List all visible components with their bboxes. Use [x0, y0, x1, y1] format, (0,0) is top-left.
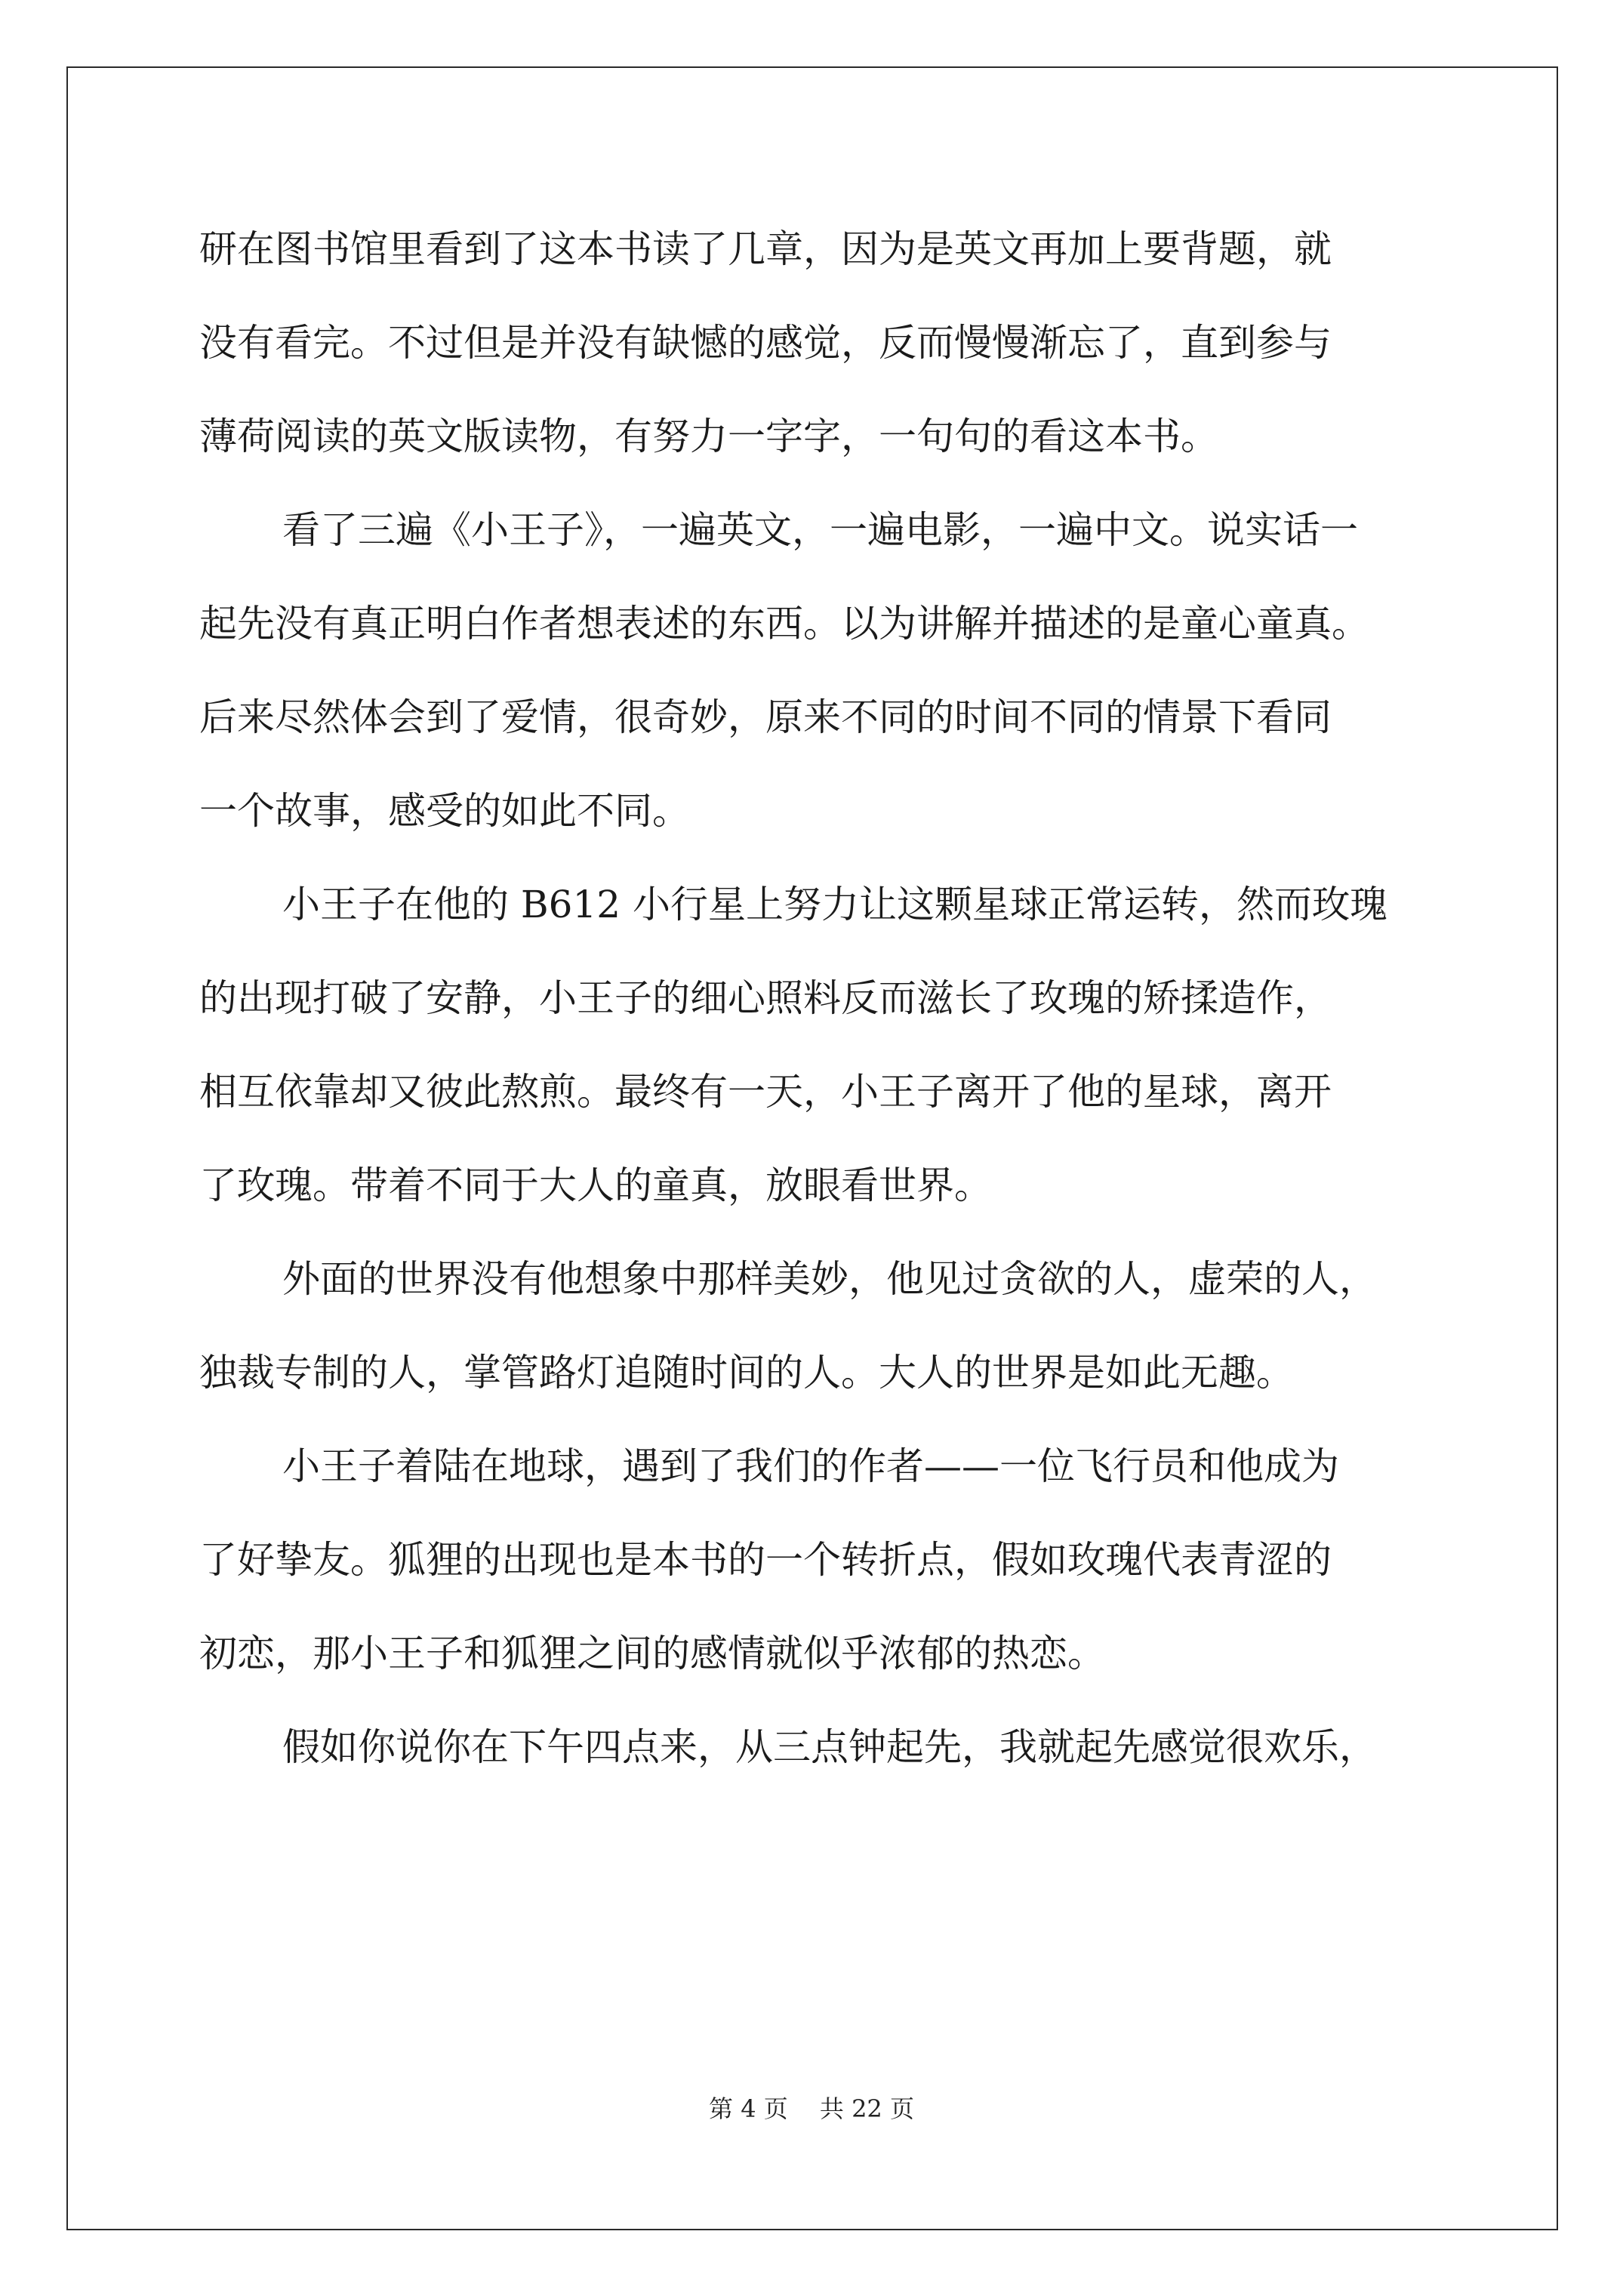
- text-line: 小王子在他的 B612 小行星上努力让这颗星球正常运转，然而玫瑰: [282, 883, 1387, 926]
- text-line: 小王子着陆在地球，遇到了我们的作者——一位飞行员和他成为: [282, 1444, 1339, 1488]
- text-line: 一个故事，感受的如此不同。: [199, 789, 690, 833]
- document-body: [199, 219, 1437, 1811]
- text-line: 研在图书馆里看到了这本书读了几章，因为是英文再加上要背题，就: [199, 227, 1332, 271]
- text-line: 的出现打破了安静，小王子的细心照料反而滋长了玫瑰的矫揉造作，: [199, 976, 1332, 1020]
- text-line: 了好挚友。狐狸的出现也是本书的一个转折点，假如玫瑰代表青涩的: [199, 1538, 1332, 1582]
- text-line: 了玫瑰。带着不同于大人的童真，放眼看世界。: [199, 1163, 992, 1207]
- text-line: 没有看完。不过但是并没有缺憾的感觉，反而慢慢渐忘了，直到参与: [199, 321, 1332, 365]
- text-line: 外面的世界没有他想象中那样美妙，他见过贪欲的人，虚荣的人，: [282, 1257, 1377, 1301]
- text-line: 起先没有真正明白作者想表述的东西。以为讲解并描述的是童心童真。: [199, 602, 1369, 646]
- text-line: 假如你说你在下午四点来，从三点钟起先，我就起先感觉很欢乐，: [282, 1725, 1377, 1769]
- page-number-footer: 第 4 页 共 22 页: [709, 2094, 914, 2123]
- text-line: 薄荷阅读的英文版读物，有努力一字字，一句句的看这本书。: [199, 415, 1218, 458]
- text-line: 后来尽然体会到了爱情，很奇妙，原来不同的时间不同的情景下看同: [199, 695, 1332, 739]
- text-line: 相互依靠却又彼此熬煎。最终有一天，小王子离开了他的星球，离开: [199, 1070, 1332, 1114]
- text-line: 初恋，那小王子和狐狸之间的感情就似乎浓郁的热恋。: [199, 1632, 1105, 1675]
- text-line: 独裁专制的人，掌管路灯追随时间的人。大人的世界是如此无趣。: [199, 1351, 1294, 1395]
- text-line: 看了三遍《小王子》，一遍英文，一遍电影，一遍中文。说实话一: [282, 508, 1358, 552]
